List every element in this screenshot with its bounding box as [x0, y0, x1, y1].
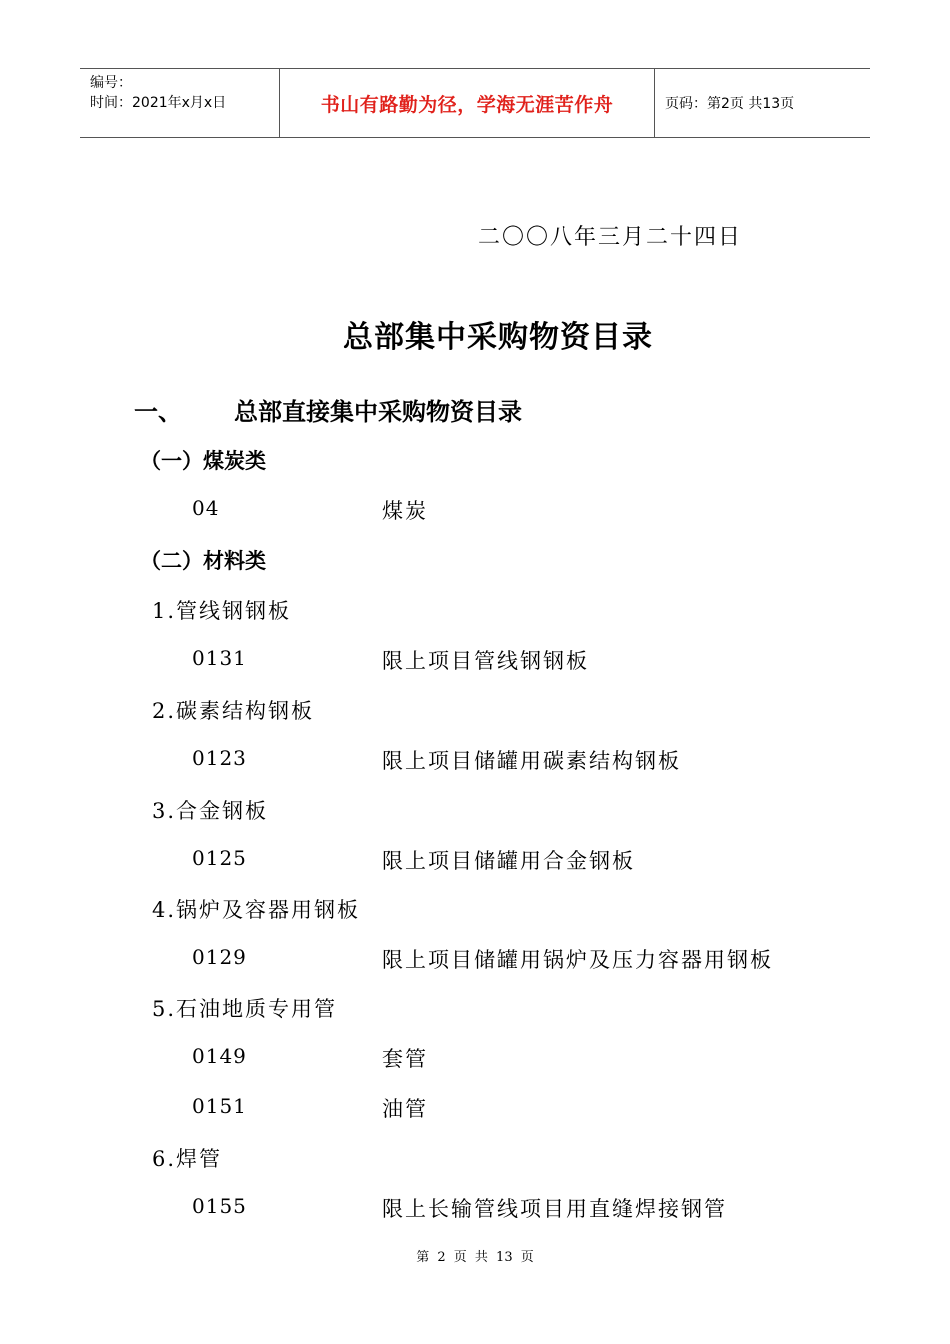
item-code: 0149 — [192, 1044, 247, 1068]
header-time: 时间：2021年x月x日 — [90, 95, 227, 111]
item-code: 0125 — [192, 846, 247, 870]
subcategory-title: 5.石油地质专用管 — [152, 997, 338, 1021]
header-motto: 书山有路勤为径，学海无涯苦作舟 — [280, 69, 655, 137]
item-name: 套管 — [382, 1047, 428, 1071]
item-code: 0129 — [192, 945, 247, 969]
item-name: 限上项目储罐用碳素结构钢板 — [382, 749, 681, 773]
item-name: 限上长输管线项目用直缝焊接钢管 — [382, 1197, 727, 1221]
document-date: 二〇〇八年三月二十四日 — [478, 225, 743, 250]
header-meta — [80, 69, 280, 137]
item-code: 0151 — [192, 1094, 247, 1118]
section-title: 总部直接集中采购物资目录 — [234, 398, 522, 426]
item-name: 限上项目储罐用合金钢板 — [382, 849, 635, 873]
item-code: 04 — [192, 496, 220, 520]
header-page-number: 页码：第2页 共13页 — [665, 96, 795, 112]
document-title: 总部集中采购物资目录 — [343, 320, 653, 355]
group-heading-materials: （二）材料类 — [140, 549, 266, 573]
subcategory-title: 3.合金钢板 — [152, 799, 269, 823]
subcategory-title: 6.焊管 — [152, 1147, 223, 1171]
header-number: 编号： — [90, 75, 132, 91]
item-code: 0123 — [192, 746, 247, 770]
subcategory-title: 4.锅炉及容器用钢板 — [152, 898, 361, 922]
item-name: 煤炭 — [382, 499, 428, 523]
page-footer: 第 2 页 共 13 页 — [416, 1250, 534, 1265]
subcategory-title: 1.管线钢钢板 — [152, 599, 292, 623]
section-number: 一、 — [134, 398, 182, 426]
item-code: 0155 — [192, 1194, 247, 1218]
group-heading-coal: （一）煤炭类 — [140, 449, 266, 473]
item-code: 0131 — [192, 646, 247, 670]
item-name: 限上项目储罐用锅炉及压力容器用钢板 — [382, 948, 773, 972]
page-header — [80, 68, 870, 138]
item-name: 限上项目管线钢钢板 — [382, 649, 589, 673]
item-name: 油管 — [382, 1097, 428, 1121]
subcategory-title: 2.碳素结构钢板 — [152, 699, 315, 723]
